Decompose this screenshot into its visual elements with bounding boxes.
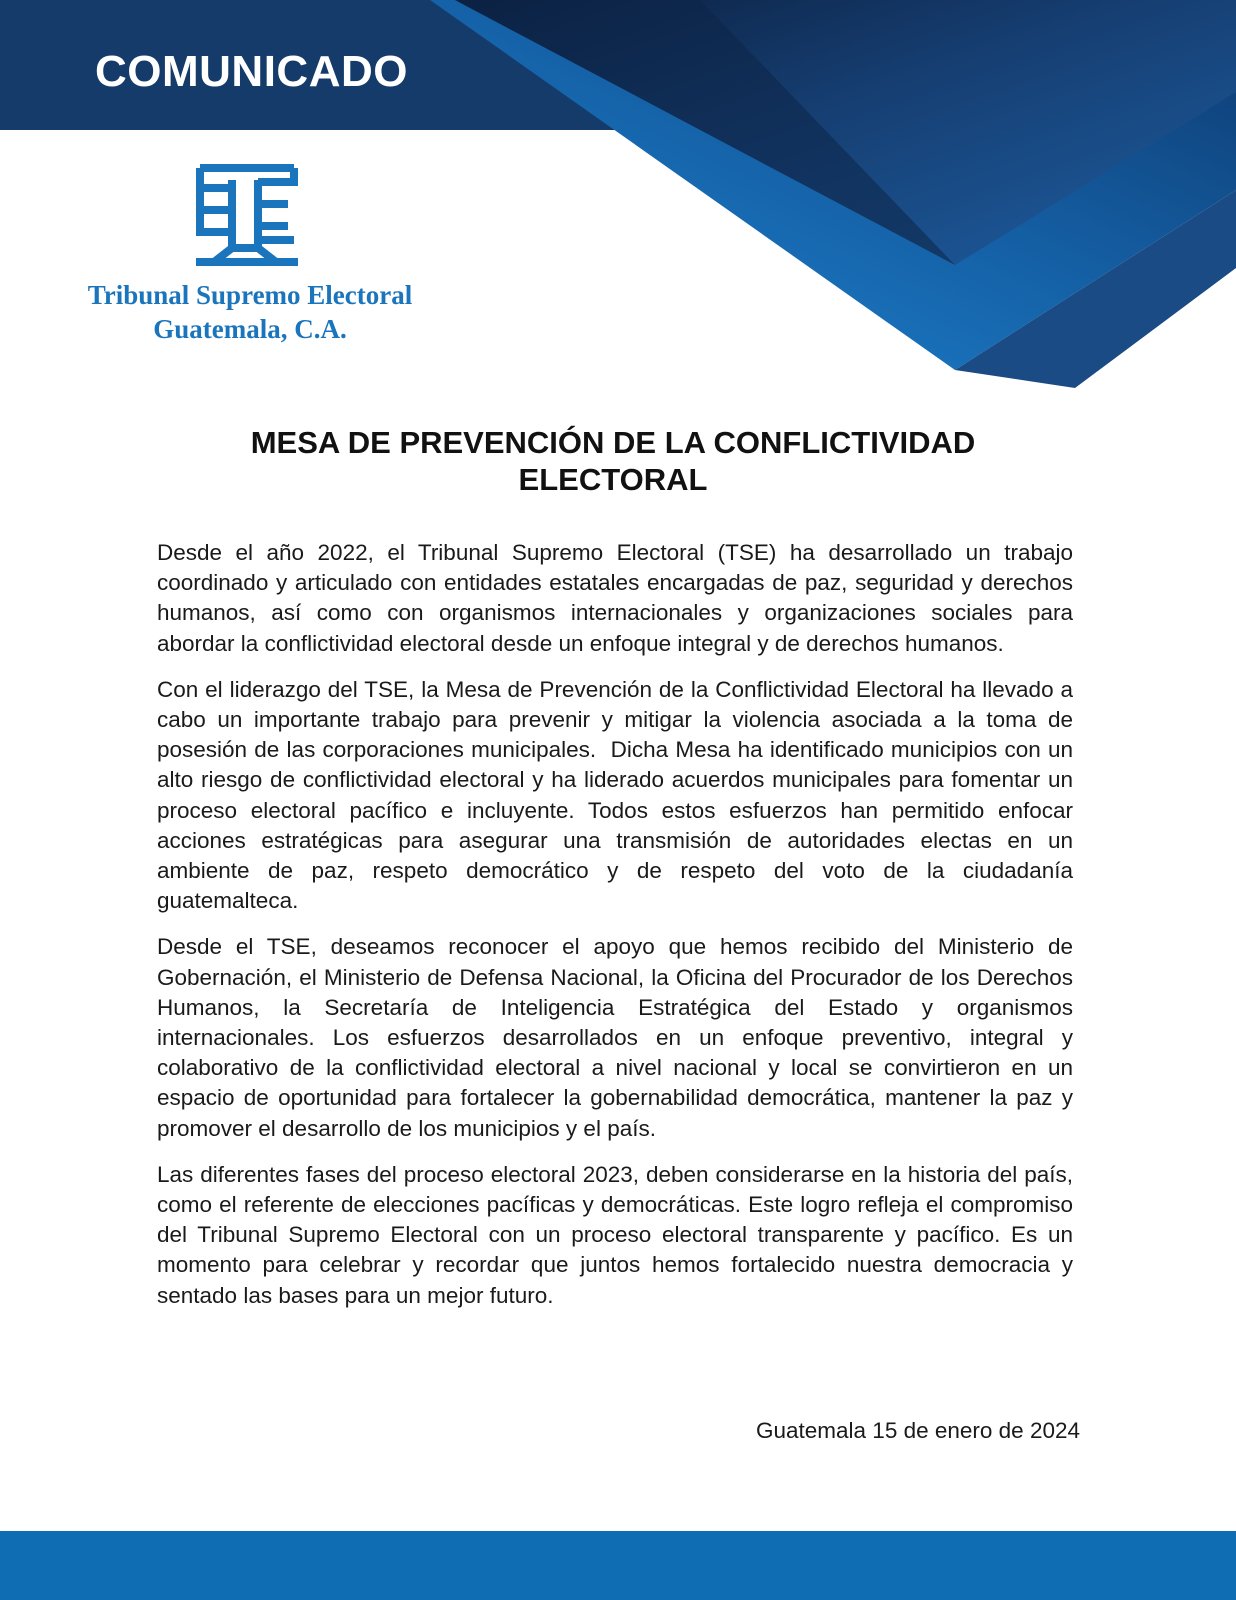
document-title-line2: ELECTORAL — [518, 462, 708, 497]
paragraph-3: Desde el TSE, deseamos reconocer el apoyo que hemos recibido del Ministerio de Gobernación, el Ministerio de Defensa Nacional, la Oficina del Procurador de los Derechos Humanos, la Secretaría de Inteligencia Estratégica del Estado y organismos internacionales. Los esfuerzos desarrollados en un enfoque preventivo, integral y colaborativo de la conflictividad electoral a nivel nacional y local se convirtieron en un espacio de oportunidad para fortalecer la gobernabilidad democrática, mantener la paz y promover el desarrollo de los municipios y el país. — [157, 934, 1080, 1141]
paragraph-1: Desde el año 2022, el Tribunal Supremo Electoral (TSE) ha desarrollado un trabajo coordinado y articulado con entidades estatales encargadas de paz, seguridad y derechos humanos, así como con organismos internacionales y organizaciones sociales para abordar la conflictividad electoral desde un enfoque integral y de derechos humanos. — [157, 540, 1080, 656]
tse-emblem-icon — [192, 160, 302, 270]
document-body — [157, 538, 1080, 1327]
header-title: COMUNICADO — [95, 47, 408, 96]
tse-logo — [80, 160, 420, 350]
paragraph-4: Las diferentes fases del proceso electoral 2023, deben considerarse en la historia del país, como el referente de elecciones pacíficas y democráticas. Este logro refleja el compromiso del Tribunal Supremo Electoral con un proceso electoral transparente y pacífico. Es un momento para celebrar y recordar que juntos hemos fortalecido nuestra democracia y sentado las bases para un mejor futuro. — [157, 1161, 1080, 1308]
document-date: Guatemala 15 de enero de 2024 — [756, 1418, 1080, 1443]
footer-bar — [0, 1531, 1236, 1600]
paragraph-2: Con el liderazgo del TSE, la Mesa de Prevención de la Conflictividad Electoral ha llevado a cabo un importante trabajo para prevenir y mitigar la violencia asociada a la toma de posesión de las corporaciones municipales. Dicha Mesa ha identificado municipios con un alto riesgo de conflictividad electoral y ha liderado acuerdos municipales para fomentar un proceso electoral pacífico e incluyente. Todos estos esfuerzos han permitido enfocar acciones estratégicas para asegurar una transmisión de autoridades electas en un ambiente de paz, respeto democrático y de respeto del voto de la ciudadanía guatemalteca. — [157, 676, 1080, 914]
logo-name-line2: Guatemala, C.A. — [153, 314, 347, 344]
logo-name-line1: Tribunal Supremo Electoral — [87, 280, 413, 310]
document-title-line1: MESA DE PREVENCIÓN DE LA CONFLICTIVIDAD — [250, 425, 976, 460]
document-title — [150, 424, 1076, 498]
